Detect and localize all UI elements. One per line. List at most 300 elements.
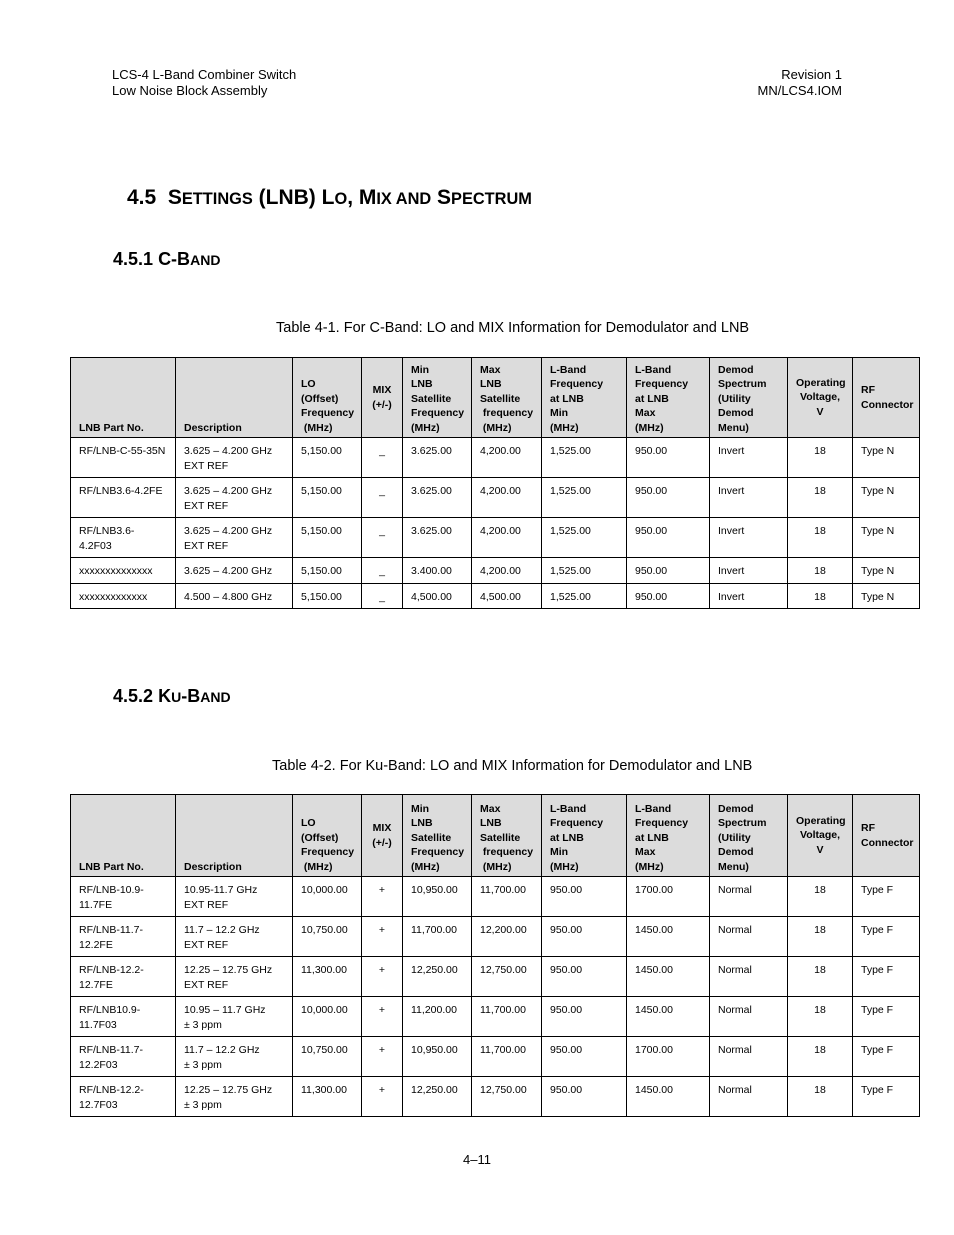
column-header-line: Satellite bbox=[411, 831, 452, 844]
cell-text: 3.625.00 bbox=[411, 485, 452, 497]
column-header-line: Description bbox=[184, 421, 242, 434]
column-header bbox=[542, 358, 627, 438]
table-cell bbox=[542, 438, 627, 478]
table-cell bbox=[176, 917, 293, 957]
column-header-line: (MHz) bbox=[301, 860, 333, 873]
column-header-line: frequency bbox=[480, 407, 534, 419]
column-header-line: at LNB bbox=[635, 831, 669, 844]
cell-text: 11.7FE bbox=[79, 898, 113, 911]
cell-text: 1,525.00 bbox=[550, 525, 591, 537]
cell-text: 18 bbox=[814, 525, 826, 537]
cell-text: 18 bbox=[814, 565, 826, 577]
table-cell bbox=[472, 957, 542, 997]
column-header-line: Frequency bbox=[301, 846, 355, 858]
table-cell bbox=[293, 438, 362, 478]
column-header-line: Max bbox=[480, 363, 501, 376]
table-cell bbox=[403, 558, 472, 584]
table-cell bbox=[853, 438, 920, 478]
table-cell bbox=[710, 1077, 788, 1117]
cell-text: 12.25 – 12.75 GHz bbox=[184, 1084, 273, 1096]
table-cell bbox=[788, 917, 853, 957]
table-cell bbox=[542, 997, 627, 1037]
cell-text: ± 3 ppm bbox=[184, 1018, 222, 1031]
cell-text: Type F bbox=[861, 884, 894, 896]
table-cell bbox=[472, 583, 542, 609]
column-header-line: (Offset) bbox=[301, 831, 339, 844]
table-row bbox=[71, 1037, 920, 1077]
cell-text: EXT REF bbox=[184, 459, 229, 472]
header-title: LCS-4 L-Band Combiner Switch bbox=[112, 67, 297, 82]
table-cell bbox=[362, 583, 403, 609]
cell-text: 4,200.00 bbox=[480, 445, 521, 457]
column-header-line: (Offset) bbox=[301, 392, 339, 405]
cell-text: 12.2FE bbox=[79, 938, 113, 951]
table-cell bbox=[71, 877, 176, 917]
subsection-title: C-BAND bbox=[158, 249, 221, 269]
column-header-line: Spectrum bbox=[718, 378, 767, 390]
cell-text: RF/LNB-11.7- bbox=[79, 924, 143, 936]
table-cell bbox=[176, 1037, 293, 1077]
table-cell bbox=[627, 1077, 710, 1117]
column-header-line: (MHz) bbox=[411, 860, 440, 873]
column-header-line: LO bbox=[301, 817, 316, 829]
table-header-row bbox=[71, 795, 920, 877]
cell-text: Type F bbox=[861, 1084, 894, 1096]
column-header-line: Satellite bbox=[480, 831, 521, 844]
column-header-line: (MHz) bbox=[301, 421, 333, 434]
column-header-line: at LNB bbox=[635, 392, 669, 405]
table-row bbox=[71, 1077, 920, 1117]
cell-text: 18 bbox=[814, 1004, 826, 1016]
cell-text: 18 bbox=[814, 1044, 826, 1056]
table-cell bbox=[710, 583, 788, 609]
column-header-line: L-Band bbox=[550, 802, 587, 815]
section-heading bbox=[127, 186, 532, 210]
cell-text: 5,150.00 bbox=[301, 445, 342, 457]
column-header-line: Connector bbox=[861, 836, 914, 849]
cell-text: 3.625 – 4.200 GHz bbox=[184, 525, 273, 537]
table-cell bbox=[472, 997, 542, 1037]
column-header-line: L-Band bbox=[635, 363, 672, 376]
subsection-number: 4.5.1 bbox=[113, 249, 154, 269]
column-header bbox=[472, 795, 542, 877]
cell-text: 4,200.00 bbox=[480, 525, 521, 537]
table-cell bbox=[71, 478, 176, 518]
section-title-text: SETTINGS (LNB) LO, MIX AND SPECTRUM bbox=[167, 186, 532, 209]
column-header-line: (MHz) bbox=[480, 860, 512, 873]
column-header-line: Min bbox=[411, 802, 430, 815]
cell-text: 1450.00 bbox=[635, 964, 673, 976]
table-cell bbox=[403, 957, 472, 997]
cell-text: 10,950.00 bbox=[411, 884, 458, 896]
table-cell bbox=[710, 997, 788, 1037]
table-cell bbox=[627, 957, 710, 997]
table-cell bbox=[176, 583, 293, 609]
table-cell bbox=[853, 877, 920, 917]
column-header-line: MIX bbox=[372, 822, 392, 834]
cell-text: ± 3 ppm bbox=[184, 1058, 222, 1071]
cell-text: + bbox=[378, 1084, 386, 1096]
table-header-row bbox=[71, 358, 920, 438]
column-header-line: Min bbox=[550, 846, 569, 858]
table-cell bbox=[293, 1077, 362, 1117]
column-header bbox=[176, 795, 293, 877]
cell-text: Invert bbox=[718, 445, 745, 457]
table-cell bbox=[71, 917, 176, 957]
cell-text: 950.00 bbox=[635, 445, 668, 457]
cell-text: 4,500.00 bbox=[411, 590, 452, 603]
cell-text: 11,700.00 bbox=[480, 1044, 526, 1056]
cell-text: Invert bbox=[718, 525, 745, 537]
cell-text: 3.625.00 bbox=[411, 525, 452, 537]
cell-text: 1,525.00 bbox=[550, 590, 591, 603]
column-header bbox=[71, 795, 176, 877]
column-header bbox=[710, 358, 788, 438]
section-number: 4.5 bbox=[127, 186, 157, 209]
cell-text: 10.95 – 11.7 GHz bbox=[184, 1004, 266, 1016]
cell-text: EXT REF bbox=[184, 539, 229, 552]
table-cell bbox=[362, 1037, 403, 1077]
cell-text: 12,750.00 bbox=[480, 964, 527, 976]
table-cell bbox=[853, 478, 920, 518]
table-cell bbox=[853, 1037, 920, 1077]
table-cell bbox=[362, 478, 403, 518]
cell-text: 1700.00 bbox=[635, 884, 673, 896]
table-cell bbox=[853, 957, 920, 997]
header-subtitle: Low Noise Block Assembly bbox=[112, 83, 268, 98]
cell-text: 11.7F03 bbox=[79, 1018, 117, 1031]
column-header-line: (Utility bbox=[718, 831, 751, 844]
cell-text: 18 bbox=[814, 485, 826, 497]
cell-text: 10,750.00 bbox=[301, 924, 348, 936]
cell-text: 5,150.00 bbox=[301, 525, 342, 537]
table-cell bbox=[71, 957, 176, 997]
cell-text: _ bbox=[379, 485, 385, 497]
cell-text: 3.625 – 4.200 GHz bbox=[184, 445, 273, 457]
column-header-line: LNB Part No. bbox=[79, 421, 144, 434]
table-cell bbox=[472, 518, 542, 558]
table-cell bbox=[362, 997, 403, 1037]
cell-text: 4.500 – 4.800 GHz bbox=[184, 590, 273, 603]
column-header-line: Max bbox=[480, 802, 501, 815]
table-cell bbox=[627, 558, 710, 584]
table-cell bbox=[403, 518, 472, 558]
cell-text: 950.00 bbox=[635, 525, 668, 537]
table-cell bbox=[853, 558, 920, 584]
table-cell bbox=[472, 438, 542, 478]
column-header bbox=[627, 358, 710, 438]
table-cell bbox=[627, 438, 710, 478]
cell-text: 950.00 bbox=[550, 964, 583, 976]
cell-text: 5,150.00 bbox=[301, 590, 342, 603]
table-cell bbox=[542, 877, 627, 917]
table-cell bbox=[176, 478, 293, 518]
table-cell bbox=[853, 583, 920, 609]
column-header-line: (MHz) bbox=[635, 421, 664, 434]
table-cell bbox=[710, 438, 788, 478]
cell-text: Type F bbox=[861, 924, 894, 936]
column-header-line: (MHz) bbox=[411, 421, 440, 434]
cell-text: 4,200.00 bbox=[480, 485, 521, 497]
table-cell bbox=[403, 1037, 472, 1077]
table-cell bbox=[472, 478, 542, 518]
cell-text: RF/LNB3.6-4.2F03 bbox=[79, 525, 135, 552]
table-cell bbox=[542, 957, 627, 997]
table-cell bbox=[71, 1037, 176, 1077]
table-cell bbox=[788, 583, 853, 609]
table-cell bbox=[403, 583, 472, 609]
column-header-line: (+/-) bbox=[372, 836, 392, 849]
cell-text: Type F bbox=[861, 1044, 894, 1056]
table-cell bbox=[710, 957, 788, 997]
table-cell bbox=[472, 877, 542, 917]
cell-text: Invert bbox=[718, 485, 745, 497]
table-cell bbox=[403, 1077, 472, 1117]
table-cell bbox=[627, 1037, 710, 1077]
cell-text: 12.2F03 bbox=[79, 1058, 118, 1071]
table-cell bbox=[788, 877, 853, 917]
column-header-line: at LNB bbox=[550, 831, 584, 844]
cell-text: Normal bbox=[718, 1044, 752, 1056]
column-header-line: LNB bbox=[411, 817, 433, 829]
column-header bbox=[362, 358, 403, 438]
table-cell bbox=[362, 877, 403, 917]
table-cell bbox=[293, 957, 362, 997]
column-header-line: frequency bbox=[480, 846, 534, 858]
cell-text: Normal bbox=[718, 1084, 752, 1096]
cell-text: 1,525.00 bbox=[550, 445, 591, 457]
subsection-title: KU-BAND bbox=[158, 686, 231, 706]
cell-text: 18 bbox=[814, 590, 826, 603]
cell-text: ± 3 ppm bbox=[184, 1098, 222, 1111]
cell-text: 1,525.00 bbox=[550, 565, 591, 577]
column-header-line: Menu) bbox=[718, 860, 749, 873]
column-header-line: at LNB bbox=[550, 392, 584, 405]
cell-text: 5,150.00 bbox=[301, 485, 342, 497]
column-header bbox=[403, 795, 472, 877]
column-header-line: (MHz) bbox=[635, 860, 664, 873]
table-cell bbox=[71, 997, 176, 1037]
cell-text: 11.7 – 12.2 GHz bbox=[184, 1044, 260, 1056]
cell-text: 11,700.00 bbox=[480, 884, 526, 896]
column-header-line: Voltage, bbox=[799, 829, 841, 842]
cell-text: + bbox=[378, 1044, 386, 1056]
cell-text: Type N bbox=[861, 525, 895, 537]
table-cell bbox=[176, 957, 293, 997]
cell-text: 1450.00 bbox=[635, 1084, 673, 1096]
table-cell bbox=[542, 1077, 627, 1117]
table-cell bbox=[71, 1077, 176, 1117]
table-cell bbox=[403, 997, 472, 1037]
table-cell bbox=[542, 558, 627, 584]
cell-text: 12,250.00 bbox=[411, 964, 458, 976]
column-header-line: (MHz) bbox=[480, 421, 512, 434]
table-row bbox=[71, 518, 920, 558]
table-cell bbox=[71, 518, 176, 558]
column-header-line: V bbox=[816, 843, 824, 856]
cell-text: 18 bbox=[814, 884, 826, 896]
column-header bbox=[853, 358, 920, 438]
column-header-line: Frequency bbox=[550, 378, 604, 390]
cell-text: + bbox=[378, 884, 386, 896]
cell-text: _ bbox=[379, 525, 385, 537]
column-header-line: Demod bbox=[718, 802, 754, 815]
table-row bbox=[71, 583, 920, 609]
column-header bbox=[853, 795, 920, 877]
table-cell bbox=[627, 478, 710, 518]
table-cell bbox=[788, 1037, 853, 1077]
column-header-line: L-Band bbox=[550, 363, 587, 376]
table-cell bbox=[542, 478, 627, 518]
ku-band-lnb-table bbox=[70, 794, 920, 1117]
cell-text: RF/LNB-12.2- bbox=[79, 964, 144, 976]
table-cell bbox=[176, 438, 293, 478]
column-header-line: Spectrum bbox=[718, 817, 767, 829]
column-header-line: Frequency bbox=[550, 817, 604, 829]
cell-text: 11,700.00 bbox=[411, 924, 457, 936]
column-header-line: Connector bbox=[861, 398, 914, 411]
cell-text: RF/LNB3.6-4.2FE bbox=[79, 485, 163, 497]
cell-text: 18 bbox=[814, 964, 826, 976]
cell-text: 3.625.00 bbox=[411, 445, 452, 457]
header-doc-id: MN/LCS4.IOM bbox=[757, 83, 842, 98]
cell-text: Normal bbox=[718, 924, 752, 936]
cell-text: 12.7FE bbox=[79, 978, 113, 991]
column-header bbox=[403, 358, 472, 438]
column-header-line: LNB bbox=[480, 378, 502, 390]
cell-text: xxxxxxxxxxxxx bbox=[79, 590, 148, 603]
cell-text: 12.25 – 12.75 GHz bbox=[184, 964, 273, 976]
running-header-left bbox=[112, 67, 296, 99]
table-cell bbox=[542, 917, 627, 957]
cell-text: 11,300.00 bbox=[301, 964, 347, 976]
cell-text: 10,950.00 bbox=[411, 1044, 458, 1056]
table-cell bbox=[293, 1037, 362, 1077]
table-cell bbox=[293, 558, 362, 584]
table-cell bbox=[176, 877, 293, 917]
cell-text: 4,200.00 bbox=[480, 565, 521, 577]
column-header-line: LNB Part No. bbox=[79, 860, 144, 873]
table-row bbox=[71, 478, 920, 518]
table-cell bbox=[403, 478, 472, 518]
column-header-line: Operating bbox=[796, 814, 846, 827]
cell-text: Normal bbox=[718, 884, 752, 896]
cell-text: 10,000.00 bbox=[301, 1004, 348, 1016]
table-cell bbox=[788, 438, 853, 478]
table-cell bbox=[362, 518, 403, 558]
table-caption-c-band: Table 4-1. For C-Band: LO and MIX Information for Demodulator and LNB bbox=[276, 320, 750, 336]
table-cell bbox=[403, 917, 472, 957]
table-cell bbox=[853, 997, 920, 1037]
table-cell bbox=[293, 478, 362, 518]
cell-text: 3.625 – 4.200 GHz bbox=[184, 565, 273, 577]
table-cell bbox=[627, 997, 710, 1037]
cell-text: RF/LNB-C-55-35N bbox=[79, 445, 166, 457]
cell-text: 950.00 bbox=[550, 1004, 583, 1016]
column-header-line: LNB bbox=[480, 817, 502, 829]
column-header-line: Satellite bbox=[411, 392, 452, 405]
cell-text: 950.00 bbox=[550, 1044, 583, 1056]
cell-text: EXT REF bbox=[184, 499, 229, 512]
table-row bbox=[71, 917, 920, 957]
table-cell bbox=[293, 518, 362, 558]
table-cell bbox=[176, 558, 293, 584]
cell-text: 18 bbox=[814, 1084, 826, 1096]
column-header bbox=[293, 795, 362, 877]
column-header-line: Max bbox=[635, 407, 656, 419]
cell-text: 12.7F03 bbox=[79, 1098, 118, 1111]
column-header bbox=[293, 358, 362, 438]
table-cell bbox=[788, 1077, 853, 1117]
column-header bbox=[472, 358, 542, 438]
table-cell bbox=[710, 877, 788, 917]
cell-text: + bbox=[378, 964, 386, 976]
column-header-line: Frequency bbox=[301, 407, 355, 419]
table-cell bbox=[710, 558, 788, 584]
cell-text: 950.00 bbox=[550, 924, 583, 936]
column-header-line: V bbox=[816, 405, 824, 418]
table-cell bbox=[710, 478, 788, 518]
table-cell bbox=[788, 478, 853, 518]
column-header-line: Menu) bbox=[718, 421, 749, 434]
subsection-heading-c-band bbox=[113, 249, 220, 270]
table-cell bbox=[788, 957, 853, 997]
table-cell bbox=[362, 558, 403, 584]
cell-text: 18 bbox=[814, 924, 826, 936]
subsection-number: 4.5.2 bbox=[113, 686, 154, 706]
table-cell bbox=[293, 917, 362, 957]
cell-text: 950.00 bbox=[635, 565, 668, 577]
cell-text: xxxxxxxxxxxxxx bbox=[79, 565, 153, 577]
table-cell bbox=[176, 518, 293, 558]
cell-text: 10,000.00 bbox=[301, 884, 348, 896]
table-cell bbox=[176, 997, 293, 1037]
cell-text: 4,500.00 bbox=[480, 590, 521, 603]
column-header-line: Demod bbox=[718, 846, 754, 858]
cell-text: 1,525.00 bbox=[550, 485, 591, 497]
table-cell bbox=[71, 583, 176, 609]
cell-text: RF/LNB-12.2- bbox=[79, 1084, 144, 1096]
table-cell bbox=[403, 438, 472, 478]
column-header-line: Satellite bbox=[480, 392, 521, 405]
cell-text: _ bbox=[379, 565, 385, 577]
table-cell bbox=[472, 1077, 542, 1117]
subsection-heading-ku-band bbox=[113, 686, 231, 707]
cell-text: 1700.00 bbox=[635, 1044, 673, 1056]
c-band-lnb-table bbox=[70, 357, 920, 609]
table-cell bbox=[853, 518, 920, 558]
cell-text: 1450.00 bbox=[635, 924, 673, 936]
cell-text: 12,200.00 bbox=[480, 924, 527, 936]
cell-text: EXT REF bbox=[184, 898, 229, 911]
table-row bbox=[71, 957, 920, 997]
cell-text: 5,150.00 bbox=[301, 565, 342, 577]
cell-text: RF/LNB-11.7- bbox=[79, 1044, 143, 1056]
table-cell bbox=[788, 518, 853, 558]
column-header-line: (MHz) bbox=[550, 860, 579, 873]
cell-text: 10,750.00 bbox=[301, 1044, 348, 1056]
cell-text: Type N bbox=[861, 485, 895, 497]
cell-text: 12,750.00 bbox=[480, 1084, 527, 1096]
column-header bbox=[542, 795, 627, 877]
table-cell bbox=[472, 1037, 542, 1077]
cell-text: 950.00 bbox=[550, 1084, 583, 1096]
table-cell bbox=[788, 997, 853, 1037]
header-revision: Revision 1 bbox=[781, 67, 842, 82]
table-cell bbox=[362, 917, 403, 957]
table-cell bbox=[71, 438, 176, 478]
table-cell bbox=[176, 1077, 293, 1117]
